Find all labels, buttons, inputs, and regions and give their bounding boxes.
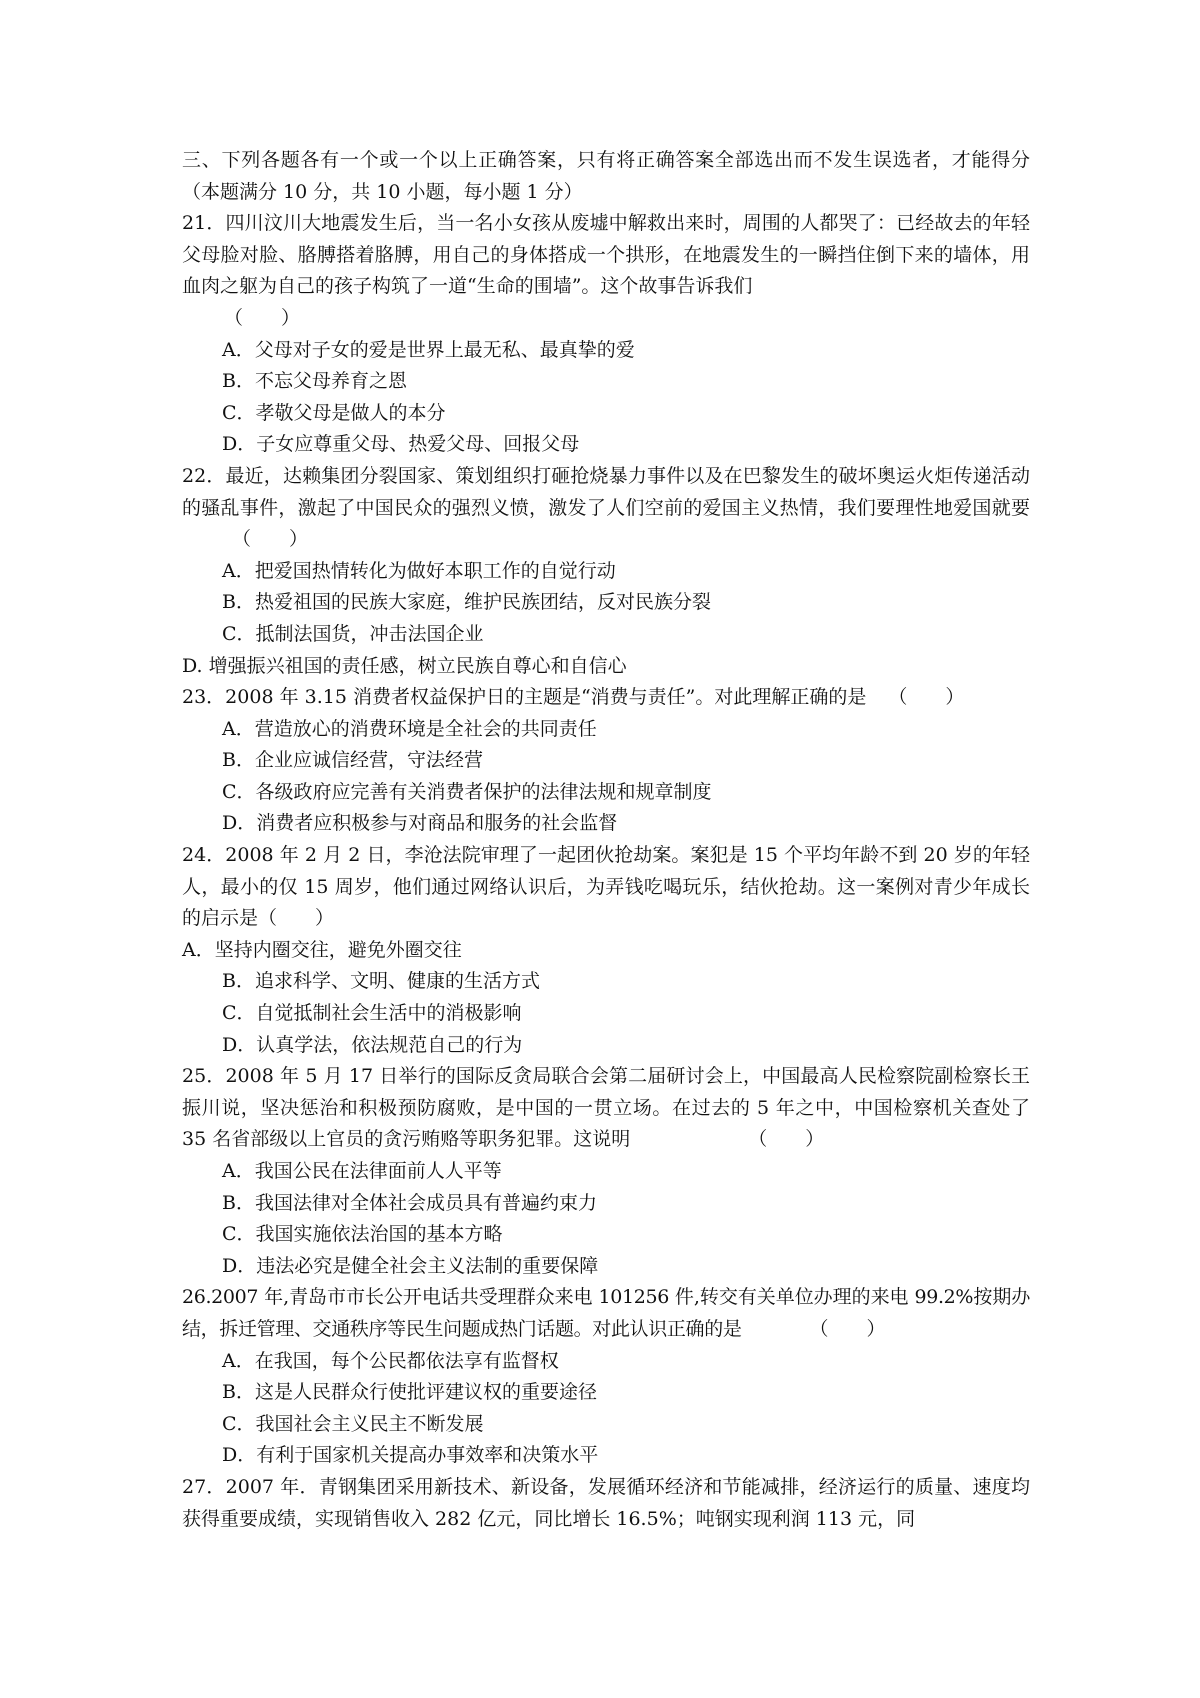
option-a: A．营造放心的消费环境是全社会的共同责任 — [222, 717, 597, 740]
option-c: C．抵制法国货，冲击法国企业 — [222, 622, 484, 645]
answer-blank: （ ） — [258, 907, 335, 930]
option-b: B．企业应诚信经营，守法经营 — [222, 749, 483, 772]
option-d: D．有利于国家机关提高办事效率和决策水平 — [222, 1444, 599, 1467]
answer-blank: （ ） — [224, 306, 301, 329]
question-stem — [182, 461, 1030, 556]
stem-text: 24．2008 年 2 月 2 日，李沧法院审理了一起团伙抢劫案。案犯是 15 个平均年龄不到 20 岁的年轻人，最小的仅 15 周岁，他们通过网络认识后，为弄钱吃喝玩乐，结伙抢劫。这一案例对青少年成长的启示是 — [182, 844, 1030, 930]
option-a: A．父母对子女的爱是世界上最无私、最真挚的爱 — [222, 338, 635, 361]
section-heading: 三、下列各题各有一个或一个以上正确答案，只有将正确答案全部选出而不发生误选者，才能得分（本题满分 10 分，共 10 小题，每小题 1 分） — [182, 149, 1030, 203]
question-23 — [182, 682, 1030, 840]
option-a: A．在我国，每个公民都依法享有监督权 — [222, 1349, 559, 1372]
question-27 — [182, 1472, 1030, 1535]
question-stem: 27．2007 年．青钢集团采用新技术、新设备，发展循环经济和节能减排，经济运行的质量、速度均获得重要成绩，实现销售收入 282 亿元，同比增长 16.5%；吨钢实现利润 113 元，同 — [182, 1475, 1030, 1530]
exam-page — [182, 145, 1030, 1535]
question-stem — [182, 840, 1030, 935]
stem-text: 22．最近，达赖集团分裂国家、策划组织打砸抢烧暴力事件以及在巴黎发生的破坏奥运火炬传递活动的骚乱事件，激起了中国民众的强烈义愤，激发了人们空前的爱国主义热情，我们要理性地爱国就要 — [182, 464, 1030, 519]
option-d: D. 增强振兴祖国的责任感，树立民族自尊心和自信心 — [182, 654, 627, 677]
answer-blank: （ ） — [748, 1128, 825, 1151]
answer-blank: （ ） — [232, 528, 309, 551]
option-a: A．把爱国热情转化为做好本职工作的自觉行动 — [222, 559, 616, 582]
option-b: B．热爱祖国的民族大家庭，维护民族团结，反对民族分裂 — [222, 591, 711, 614]
option-c: C．我国实施依法治国的基本方略 — [222, 1223, 503, 1246]
option-b: B．我国法律对全体社会成员具有普遍约束力 — [222, 1191, 597, 1214]
option-b: B．不忘父母养育之恩 — [222, 370, 407, 393]
question-21 — [182, 208, 1030, 461]
option-a: A．我国公民在法律面前人人平等 — [222, 1160, 502, 1182]
option-b: B．追求科学、文明、健康的生活方式 — [222, 970, 540, 993]
option-c: C．孝敬父母是做人的本分 — [222, 401, 446, 424]
option-d: D．子女应尊重父母、热爱父母、回报父母 — [222, 433, 580, 456]
option-d: D．消费者应积极参与对商品和服务的社会监督 — [222, 812, 618, 835]
option-d: D．违法必究是健全社会主义法制的重要保障 — [222, 1254, 599, 1277]
question-24 — [182, 840, 1030, 1061]
option-b: B．这是人民群众行使批评建议权的重要途径 — [222, 1381, 597, 1404]
option-c: C．各级政府应完善有关消费者保护的法律法规和规章制度 — [222, 780, 712, 803]
option-c: C．我国社会主义民主不断发展 — [222, 1412, 484, 1435]
stem-text: 25．2008 年 5 月 17 日举行的国际反贪局联合会第二届研讨会上，中国最高人民检察院副检察长王振川说，坚决惩治和积极预防腐败，是中国的一贯立场。在过去的 5 年之中，中国检察机关查处了 35 名省部级以上官员的贪污贿赂等职务犯罪。这说明 — [182, 1065, 1030, 1151]
question-22 — [182, 461, 1030, 682]
question-25 — [182, 1061, 1030, 1282]
stem-text: 26.2007 年,青岛市市长公开电话共受理群众来电 101256 件,转交有关单位办理的来电 99.2%按期办结，拆迁管理、交通秩序等民生问题成热门话题。对此认识正确的是 — [182, 1286, 1030, 1340]
option-d: D．认真学法，依法规范自己的行为 — [222, 1033, 523, 1056]
question-26 — [182, 1282, 1030, 1472]
question-stem — [182, 1061, 1030, 1156]
question-stem — [182, 208, 1030, 334]
option-a: A．坚持内圈交往，避免外圈交往 — [182, 938, 462, 961]
question-stem — [182, 682, 1030, 714]
answer-blank: （ ） — [888, 686, 965, 709]
answer-blank: （ ） — [809, 1317, 886, 1340]
question-stem — [182, 1282, 1030, 1345]
option-c: C．自觉抵制社会生活中的消极影响 — [222, 1002, 522, 1025]
stem-text: 21．四川汶川大地震发生后，当一名小女孩从废墟中解救出来时，周围的人都哭了：已经故去的年轻父母脸对脸、胳膊搭着胳膊，用自己的身体搭成一个拱形，在地震发生的一瞬挡住倒下来的墙体，用血肉之躯为自己的孩子构筑了一道“生命的围墙”。这个故事告诉我们 — [182, 212, 1030, 298]
stem-text: 23．2008 年 3.15 消费者权益保护日的主题是“消费与责任”。对此理解正确的是 — [182, 686, 867, 709]
